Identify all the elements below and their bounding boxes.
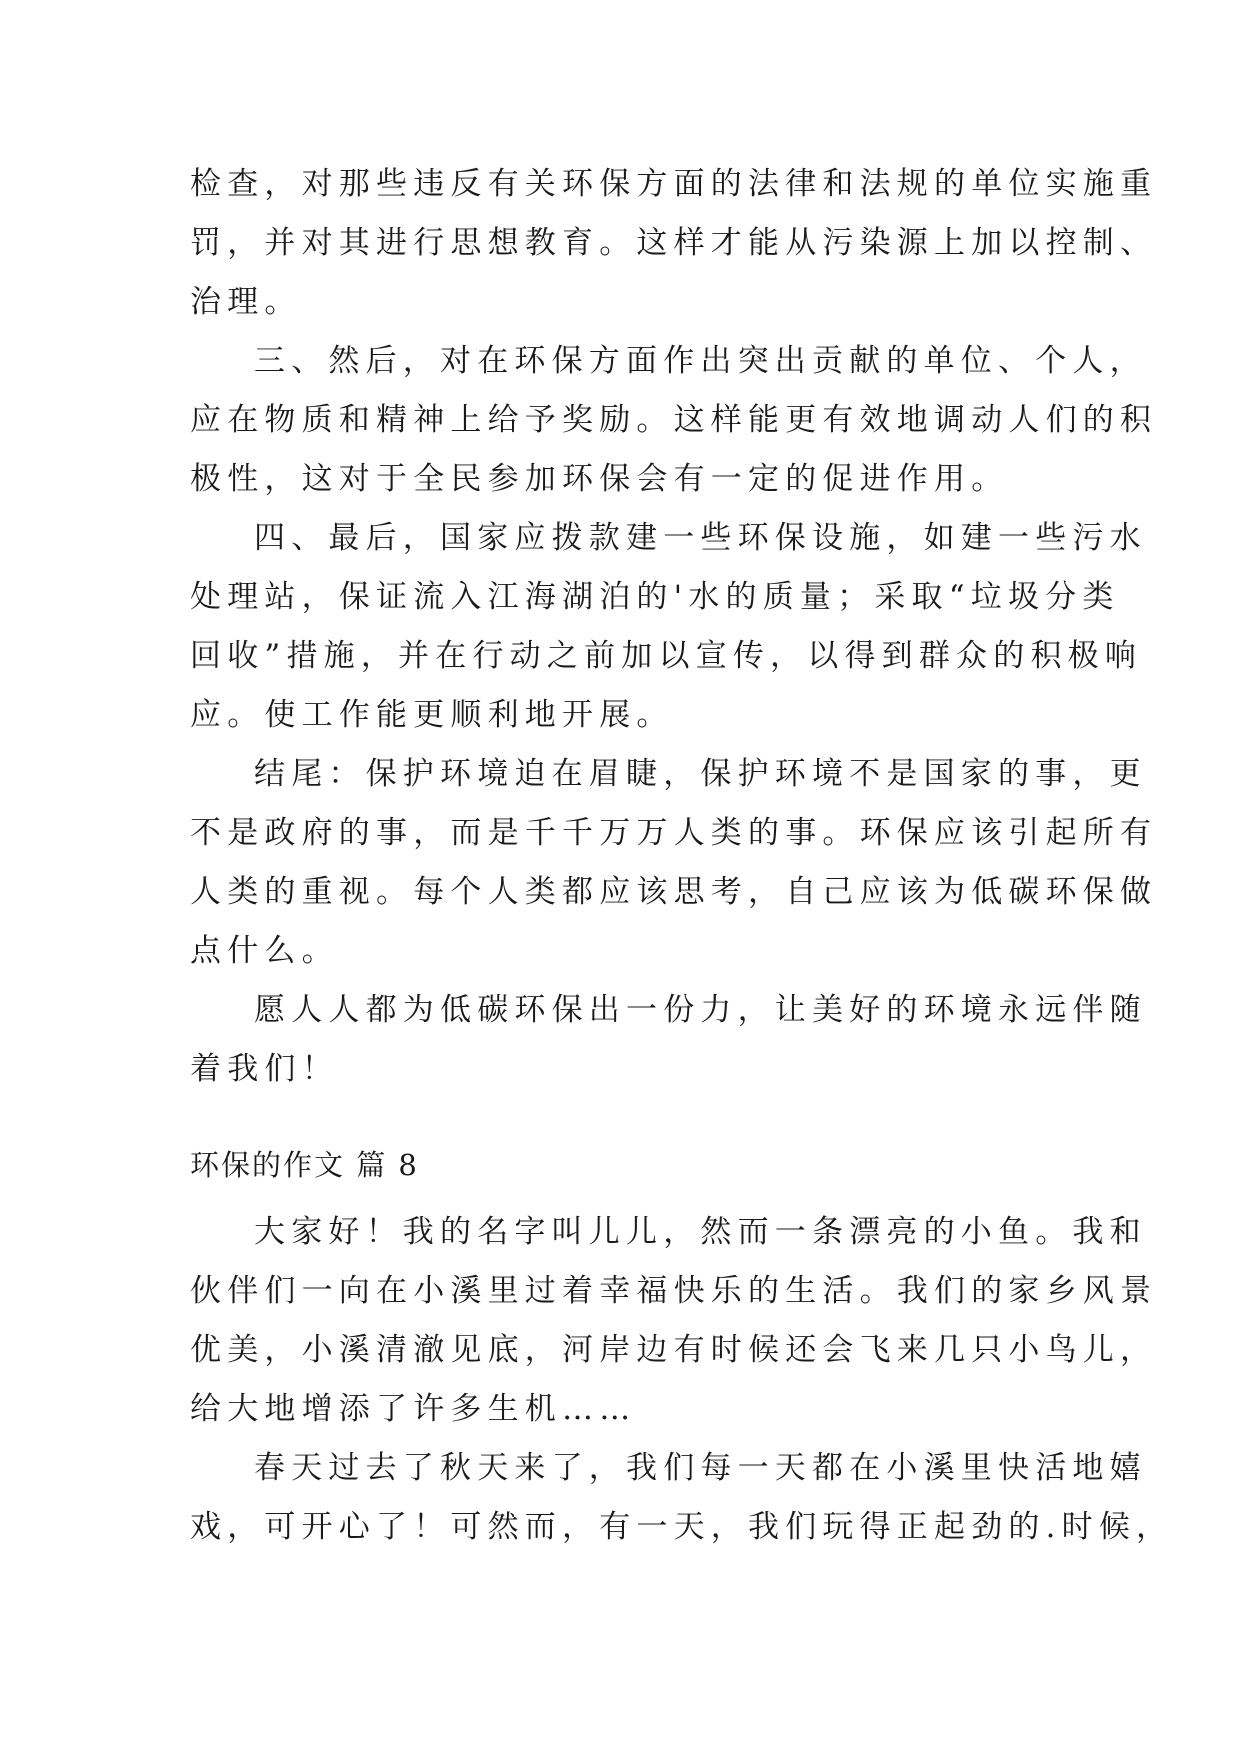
text-line: 四、最后，国家应拨款建一些环保设施，如建一些污水 bbox=[254, 520, 1147, 556]
text-line: 应。使工作能更顺利地开展。 bbox=[190, 697, 674, 733]
text-line: 极性，这对于全民参加环保会有一定的促进作用。 bbox=[190, 461, 1009, 497]
text-line: 结尾：保护环境迫在眉睫，保护环境不是国家的事，更 bbox=[254, 756, 1147, 792]
text-line: 着我们！ bbox=[190, 1051, 339, 1087]
text-line: 三、然后，对在环保方面作出突出贡献的单位、个人， bbox=[254, 343, 1147, 379]
text-line: 大家好！我的名字叫儿儿，然而一条漂亮的小鱼。我和 bbox=[254, 1214, 1147, 1250]
text-line: 应在物质和精神上给予奖励。这样能更有效地调动人们的积 bbox=[190, 402, 1158, 438]
text-line: 检查，对那些违反有关环保方面的法律和法规的单位实施重 bbox=[190, 166, 1158, 202]
text-line: 春天过去了秋天来了，我们每一天都在小溪里快活地嬉 bbox=[254, 1450, 1147, 1486]
text-line: 戏，可开心了！可然而，有一天，我们玩得正起劲的.时候， bbox=[190, 1509, 1174, 1545]
text-line: 给大地增添了许多生机…… bbox=[190, 1391, 637, 1427]
text-line: 优美，小溪清澈见底，河岸边有时候还会飞来几只小鸟儿， bbox=[190, 1332, 1158, 1368]
section-heading: 环保的作文 篇 8 bbox=[190, 1148, 419, 1182]
text-line: 罚，并对其进行思想教育。这样才能从污染源上加以控制、 bbox=[190, 225, 1158, 261]
text-line: 治理。 bbox=[190, 284, 302, 320]
text-line: 处理站，保证流入江海湖泊的'水的质量；采取“垃圾分类 bbox=[190, 579, 1120, 615]
text-line: 回收”措施，并在行动之前加以宣传，以得到群众的积极响 bbox=[190, 638, 1143, 674]
text-line: 人类的重视。每个人类都应该思考，自己应该为低碳环保做 bbox=[190, 874, 1158, 910]
text-line: 愿人人都为低碳环保出一份力，让美好的环境永远伴随 bbox=[254, 992, 1147, 1028]
text-line: 点什么。 bbox=[190, 933, 339, 969]
text-line: 不是政府的事，而是千千万万人类的事。环保应该引起所有 bbox=[190, 815, 1158, 851]
text-line: 伙伴们一向在小溪里过着幸福快乐的生活。我们的家乡风景 bbox=[190, 1273, 1158, 1309]
